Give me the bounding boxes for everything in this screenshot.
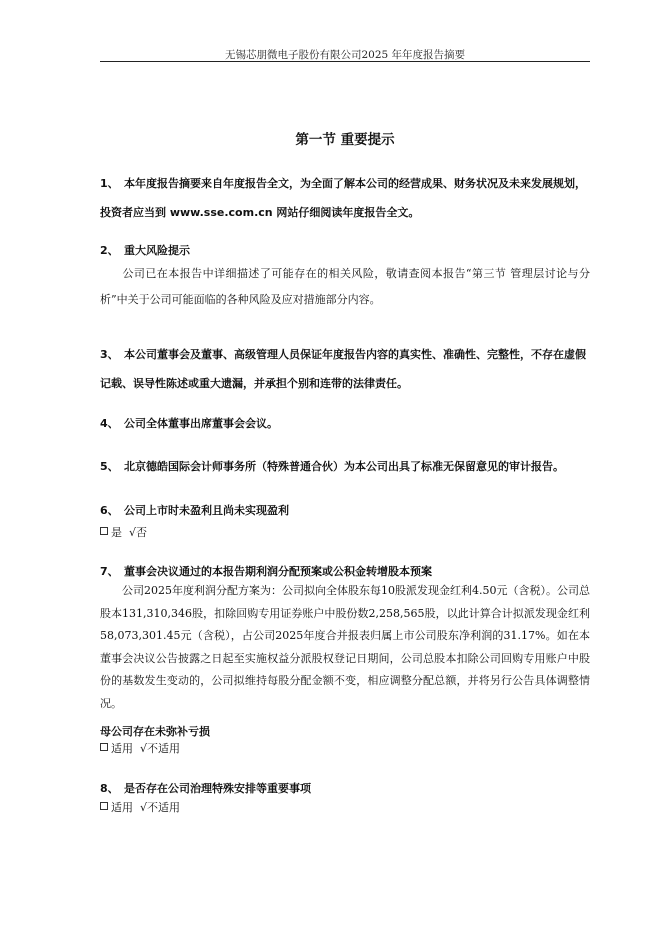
checkbox-unchecked (100, 527, 108, 535)
item-7-heading-text: 董事会决议通过的本报告期利润分配预案或公积金转增股本预案 (124, 565, 432, 578)
item-4-number: 4、 (100, 417, 119, 430)
item-8-option-yes: 适用 (111, 801, 133, 814)
item-2-heading (100, 244, 600, 258)
item-7-body (100, 580, 590, 715)
item-1-text: 本年度报告摘要来自年度报告全文，为全面了解本公司的经营成果、财务状况及未来发展规划，投资者应当到 www.sse.com.cn 网站仔细阅读年度报告全文。 (100, 177, 586, 219)
item-8-heading (100, 782, 600, 796)
item-8-option-no: √不适用 (140, 801, 181, 814)
item-6-option-yes: 是 (111, 526, 122, 539)
item-8-options (100, 801, 180, 815)
item-3-text: 本公司董事会及董事、高级管理人员保证年度报告内容的真实性、准确性、完整性，不存在虚假记载、误导性陈述或重大遗漏，并承担个别和连带的法律责任。 (100, 348, 586, 390)
running-header: 无锡芯朋微电子股份有限公司2025 年年度报告摘要 (224, 49, 466, 61)
item-5-number: 5、 (100, 460, 119, 473)
item-2-heading-text: 重大风险提示 (124, 244, 190, 257)
item-2-body-text: 公司已在本报告中详细描述了可能存在的相关风险，敬请查阅本报告“第三节 管理层讨论与分析”中关于公司可能面临的各种风险及应对措施部分内容。 (100, 267, 590, 306)
item-4 (100, 417, 600, 431)
checkbox-unchecked (100, 802, 108, 810)
item-5-text: 北京德皓国际会计师事务所（特殊普通合伙）为本公司出具了标准无保留意见的审计报告。 (124, 460, 564, 473)
item-7-sub-options (100, 742, 180, 756)
item-1-number: 1、 (100, 177, 119, 190)
item-3 (100, 340, 592, 398)
section-title: 第一节 重要提示 (295, 132, 395, 148)
item-7-number: 7、 (100, 565, 119, 578)
item-6-heading (100, 504, 600, 518)
item-2-number: 2、 (100, 244, 119, 257)
item-7-heading (100, 565, 600, 579)
item-6-heading-text: 公司上市时未盈利且尚未实现盈利 (124, 504, 289, 517)
item-1 (100, 169, 592, 227)
item-7-sub-option-no: √不适用 (140, 742, 181, 755)
item-8-number: 8、 (100, 782, 119, 795)
item-3-number: 3、 (100, 348, 119, 361)
item-5 (100, 460, 600, 474)
item-7-sub-option-yes: 适用 (111, 742, 133, 755)
checkbox-unchecked (100, 743, 108, 751)
item-7-sub-heading: 母公司存在未弥补亏损 (100, 725, 210, 738)
item-7-body-text: 公司2025年度利润分配方案为：公司拟向全体股东每10股派发现金红利4.50元（含税）。公司总股本131,310,346股，扣除回购专用证券账户中股份数2,258,565股，以此计算合计拟派发现金红利58,073,301.45元（含税），占公司2025年度合并报表归属上市公司股东净利润的31.17%。如在本董事会决议公告披露之日起至实施权益分派股权登记日期间，公司总股本扣除公司回购专用账户中股份的基数发生变动的，公司拟维持每股分配金额不变，相应调整分配总额，并将另行公告具体调整情况。 (100, 584, 590, 710)
item-4-text: 公司全体董事出席董事会会议。 (124, 417, 278, 430)
item-6-number: 6、 (100, 504, 119, 517)
item-6-options (100, 526, 147, 540)
header-rule (100, 61, 590, 62)
item-6-option-no: √否 (129, 526, 148, 539)
item-8-heading-text: 是否存在公司治理特殊安排等重要事项 (124, 782, 311, 795)
item-2-body (100, 261, 590, 313)
